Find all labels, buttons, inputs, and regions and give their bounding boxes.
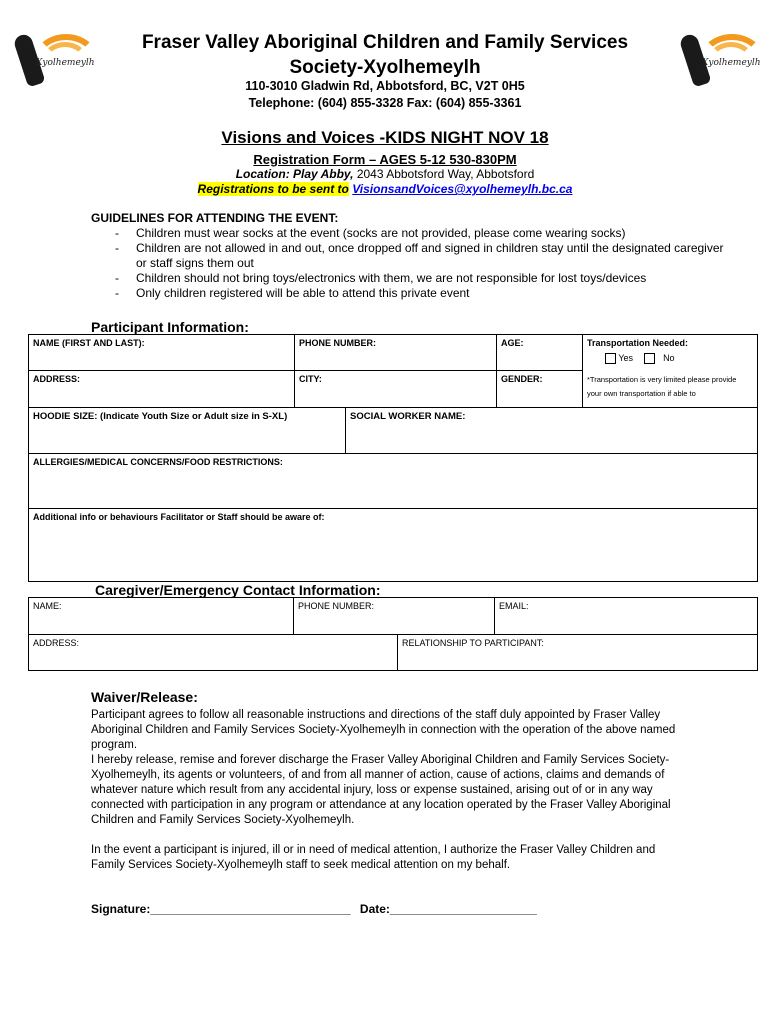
participant-phone-field[interactable]: PHONE NUMBER: — [294, 334, 497, 371]
transport-yes-label: Yes — [618, 353, 634, 363]
allergies-field[interactable]: ALLERGIES/MEDICAL CONCERNS/FOOD RESTRICTIONS: — [28, 453, 758, 509]
social-worker-field[interactable]: SOCIAL WORKER NAME: — [345, 407, 758, 454]
registration-label: Registrations to be sent to — [197, 182, 349, 196]
caregiver-section-title: Caregiver/Emergency Contact Information: — [95, 582, 381, 598]
registration-email-link[interactable]: VisionsandVoices@xyolhemeylh.bc.ca — [352, 182, 573, 196]
guidelines — [91, 211, 731, 301]
registration-line — [0, 182, 770, 196]
transportation-label: Transportation Needed: — [587, 338, 689, 348]
participant-gender-field[interactable]: GENDER: — [496, 370, 583, 408]
event-title: Visions and Voices -KIDS NIGHT NOV 18 — [221, 128, 549, 147]
waiver-paragraph-3: In the event a participant is injured, ill or in need of medical attention, I authorize the Fraser Valley Children and Family Services Society-Xyolhemeylh staff to seek medical attention on my behalf. — [91, 844, 656, 871]
guideline-item: - Children should not bring toys/electronics with them, we are not responsible for lost toys/devices — [115, 271, 647, 285]
logo-text: Xyolhemeylh — [702, 58, 761, 68]
event-location — [0, 167, 770, 181]
participant-city-field[interactable]: CITY: — [294, 370, 497, 408]
signature-field[interactable]: Signature:______________________________ — [91, 902, 351, 916]
guidelines-title: GUIDELINES FOR ATTENDING THE EVENT: — [91, 211, 339, 225]
waiver-paragraph-1: Participant agrees to follow all reasonable instructions and directions of the staff duly appointed by Fraser Valley Aboriginal Children and Family Services Society-Xyolhemeylh in connection with the operation of the above named program. — [91, 709, 676, 751]
event-subtitle: Registration Form – AGES 5-12 530-830PM — [253, 152, 517, 167]
waiver-paragraph-2: I hereby release, remise and forever discharge the Fraser Valley Aboriginal Children and Family Services Society-Xyolhemeylh, its agents or volunteers, of and from all manner of action, cause of actions, claims and demands of whatever nature which result from any accidental injury, loss or expense sustained, arising out of or in any way connected with participation in any program or attendance at any location operated by the Fraser Valley Aboriginal Children and Family Services Society-Xyolhemeylh. — [91, 754, 671, 826]
location-value: 2043 Abbotsford Way, Abbotsford — [353, 167, 535, 181]
waiver-text — [91, 708, 691, 873]
location-label: Location: Play Abby, — [235, 167, 354, 181]
participant-age-field[interactable]: AGE: — [496, 334, 583, 371]
additional-info-field[interactable]: Additional info or behaviours Facilitator or Staff should be aware of: — [28, 508, 758, 582]
caregiver-address-field[interactable]: ADDRESS: — [28, 634, 398, 671]
participant-section-title: Participant Information: — [91, 319, 249, 335]
signature-line[interactable] — [91, 902, 537, 916]
transportation-note: *Transportation is very limited please provide your own transportation if able to — [582, 370, 758, 408]
logo-text: Xyolhemeylh — [36, 58, 95, 68]
transport-no-label: No — [663, 353, 675, 363]
participant-address-field[interactable]: ADDRESS: — [28, 370, 295, 408]
caregiver-relationship-field[interactable]: RELATIONSHIP TO PARTICIPANT: — [397, 634, 758, 671]
hoodie-size-field[interactable]: HOODIE SIZE: (Indicate Youth Size or Adult size in S-XL) — [28, 407, 346, 454]
guideline-item: - Children are not allowed in and out, once dropped off and signed in children stay until the designated caregiver or staff signs them out — [115, 241, 724, 270]
guideline-item: - Children must wear socks at the event (socks are not provided, please come wearing socks) — [115, 226, 626, 240]
participant-name-field[interactable]: NAME (FIRST AND LAST): — [28, 334, 295, 371]
transport-no-checkbox[interactable] — [644, 353, 655, 364]
caregiver-email-field[interactable]: EMAIL: — [494, 597, 758, 635]
transport-yes-checkbox[interactable] — [605, 353, 616, 364]
org-address: 110-3010 Gladwin Rd, Abbotsford, BC, V2T 0H5 — [245, 79, 525, 93]
org-name-line1: Fraser Valley Aboriginal Children and Family Services — [141, 32, 629, 53]
guideline-item: - Only children registered will be able to attend this private event — [115, 286, 470, 300]
org-name-line2: Society-Xyolhemeylh — [289, 57, 481, 78]
caregiver-name-field[interactable]: NAME: — [28, 597, 294, 635]
org-phone-fax: Telephone: (604) 855-3328 Fax: (604) 855-3361 — [248, 96, 522, 110]
waiver-title: Waiver/Release: — [91, 689, 198, 705]
caregiver-phone-field[interactable]: PHONE NUMBER: — [293, 597, 495, 635]
transportation-field — [582, 334, 758, 371]
date-field[interactable]: Date:______________________ — [359, 902, 537, 916]
